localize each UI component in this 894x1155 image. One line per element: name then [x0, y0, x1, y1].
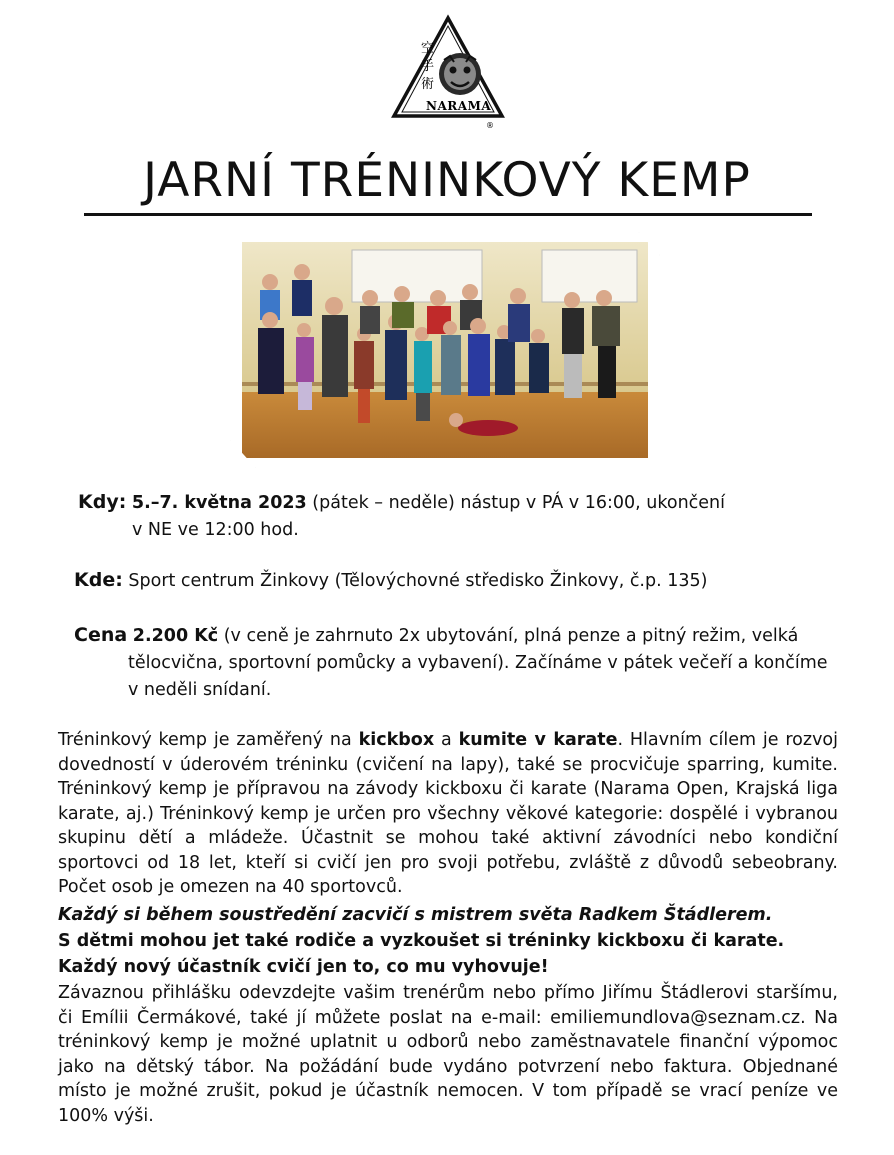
- registration-paragraph: Závaznou přihlášku odevzdejte vašim trenérům nebo přímo Jiřímu Štádlerovi staršímu, či Emílii Čermákové, také jí můžete poslat na e-mail: emiliemundlova@seznam.cz. Na tréninkový kemp je možné uplatnit u odborů nebo zaměstnavatele finanční výpomoc jako na dětský tábor. Na požádání bude vydáno potvrzení nebo faktura. Objednané místo je možné zrušit, pokud je účastník nemocen. V tom případě se vrací peníze ve 100% výši.: [58, 983, 838, 1126]
- price-label: Cena: [74, 624, 128, 646]
- when-text-1: (pátek – neděle) nástup v PÁ v 16:00, ukončení: [306, 493, 726, 513]
- logo-registered: ®: [486, 121, 494, 130]
- description-paragraph: [58, 728, 838, 900]
- when-text-2: v NE ve 12:00 hod.: [132, 520, 299, 540]
- logo-kanji-1: 空: [421, 41, 435, 56]
- price-value: 2.200 Kč: [132, 626, 219, 646]
- desc-text-c: a: [434, 730, 459, 750]
- when-date: 5.–7. května 2023: [131, 493, 307, 513]
- when-label: Kdy:: [78, 491, 127, 513]
- group-photo: [242, 242, 648, 458]
- group-photo-frame: [230, 232, 660, 468]
- parents-line: S dětmi mohou jet také rodiče a vyzkoušet si tréninky kickboxu či karate.: [58, 931, 785, 951]
- desc-kumite: kumite v karate: [458, 730, 618, 750]
- narama-logo: [388, 12, 508, 132]
- where-text: Sport centrum Žinkovy (Tělovýchovné středisko Žinkovy, č.p. 135): [128, 571, 708, 591]
- desc-text-e: . Hlavním cílem je rozvoj dovedností v úderovém tréninku (cvičení na lapy), také se procvičuje sparring, kumite. Tréninkový kemp je přípravou na závody kickboxu či karate (Narama Open, Krajská liga karate, aj.) Tréninkový kemp je určen pro všechny věkové kategorie: dospělé i vybranou skupinu dětí a mládeže. Účastnit se mohou také aktivní závodníci nebo kondiční sportovci od 18 let, kteří si cvičí jen pro svoji potřebu, zvláště z důvodů sebeobrany. Počet osob je omezen na 40 sportovců.: [58, 730, 839, 897]
- logo-kanji-3: 術: [421, 77, 435, 92]
- logo-brand: NARAMA: [426, 99, 492, 113]
- logo-kanji-2: 手: [421, 59, 435, 74]
- price-text-2: tělocvična, sportovní pomůcky a vybavení). Začínáme v pátek večeří a končíme: [128, 653, 828, 673]
- master-line: Každý si během soustředění zacvičí s mistrem světa Radkem Štádlerem.: [58, 905, 773, 925]
- desc-text-a: Tréninkový kemp je zaměřený na: [58, 730, 359, 750]
- price-text-3: v neděli snídaní.: [128, 680, 272, 700]
- info-price: [74, 622, 834, 704]
- page-title: JARNÍ TRÉNINKOVÝ KEMP: [143, 153, 751, 208]
- desc-kickbox: kickbox: [358, 730, 435, 750]
- price-text-1: (v ceně je zahrnuto 2x ubytování, plná penze a pitný režim, velká: [218, 626, 799, 646]
- where-label: Kde:: [74, 569, 123, 591]
- title-underline: [84, 213, 812, 216]
- everyone-line: Každý nový účastník cvičí jen to, co mu vyhovuje!: [58, 957, 549, 977]
- info-when: [78, 489, 838, 544]
- info-where: [74, 567, 834, 595]
